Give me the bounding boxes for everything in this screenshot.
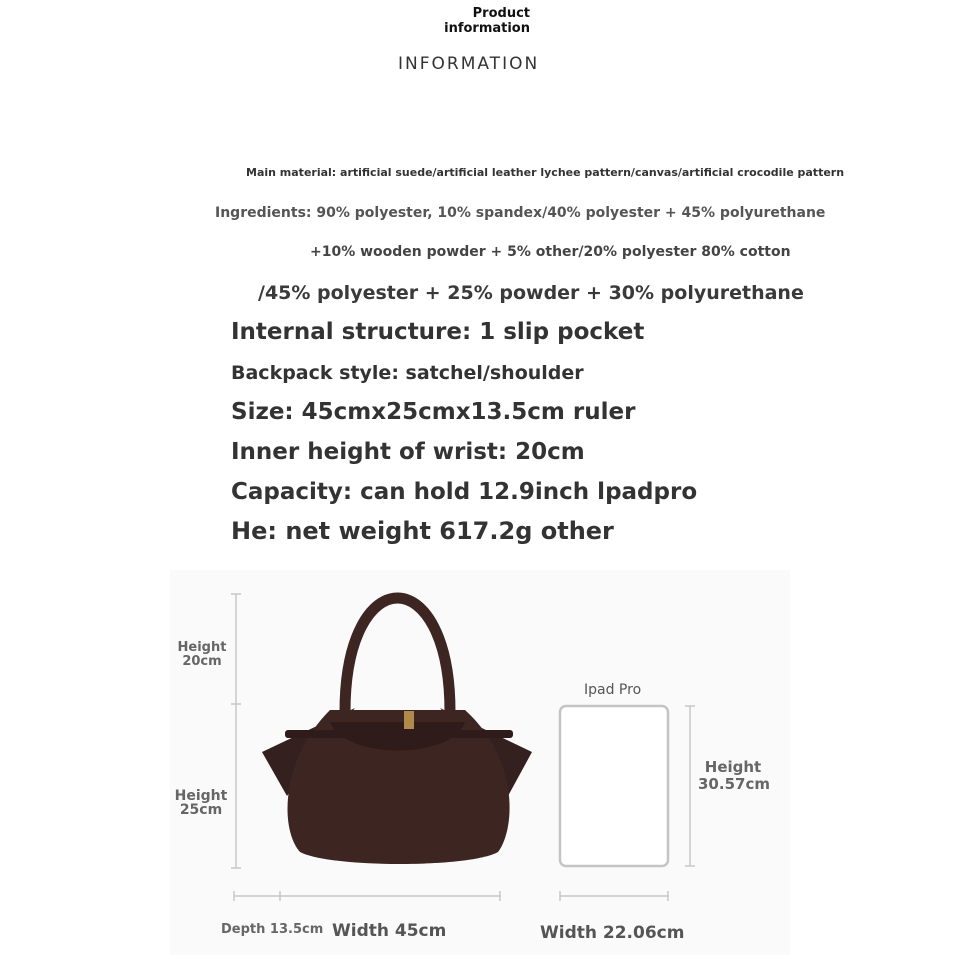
capacity-text: Capacity: can hold 12.9inch lpadpro [231,479,698,505]
inner-height-text: Inner height of wrist: 20cm [231,439,585,465]
information-title: INFORMATION [398,54,540,74]
ingredients-line-3: /45% polyester + 25% powder + 30% polyurethane [258,282,804,304]
ipad-width-label: Width 22.06cm [540,923,685,943]
handle-height-label: Height 20cm [177,640,227,669]
product-information-heading: Product information [444,6,530,36]
ipad-width-measure [560,891,668,901]
ipad-height-label: Height 30.57cm [698,758,770,793]
depth-label: Depth 13.5cm [221,922,324,937]
main-material-text: Main material: artificial suede/artificial leather lychee pattern/canvas/artificial crocodile pattern [246,166,845,179]
bag-width-label: Width 45cm [332,921,447,941]
body-height-label: Height 25cm [174,788,228,818]
internal-structure-text: Internal structure: 1 slip pocket [231,319,645,345]
bag-strap [285,730,513,738]
ingredients-line-1: Ingredients: 90% polyester, 10% spandex/40% polyester + 45% polyurethane [215,205,826,221]
weight-text: He: net weight 617.2g other [231,517,614,545]
size-text: Size: 45cmx25cmx13.5cm ruler [231,399,636,425]
backpack-style-text: Backpack style: satchel/shoulder [231,362,584,384]
bag-height-measure [231,594,241,868]
bag-width-measure [234,891,500,901]
bag-handle [345,598,450,712]
ipad-title: Ipad Pro [584,682,642,698]
ipad-outline [560,706,668,866]
ingredients-line-2: +10% wooden powder + 5% other/20% polyester 80% cotton [310,244,791,260]
handbag-illustration [262,598,532,864]
ipad-height-measure [685,706,695,866]
clasp-icon [404,711,414,729]
